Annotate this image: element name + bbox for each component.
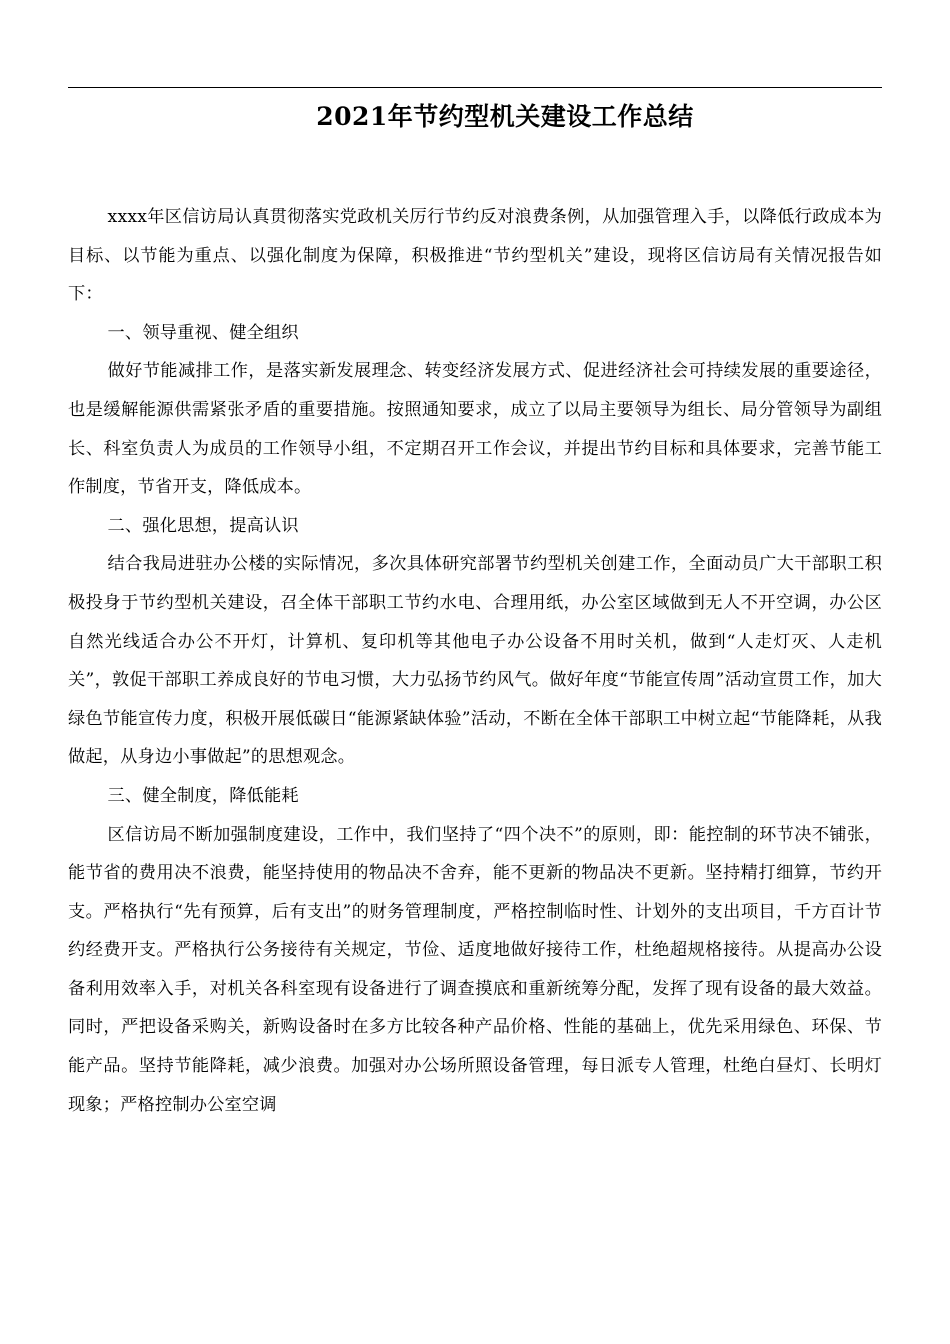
section-heading-3: 三、健全制度，降低能耗	[107, 785, 299, 806]
document-title: 2021年节约型机关建设工作总结	[316, 102, 694, 131]
document-body	[68, 198, 882, 1124]
section-heading-2: 二、强化思想，提高认识	[107, 515, 299, 536]
paragraph-section-3: 区信访局不断加强制度建设，工作中，我们坚持了“四个决不”的原则，即：能控制的环节决不铺张，能节省的费用决不浪费，能坚持使用的物品决不舍弃，能不更新的物品决不更新。坚持精打细算，节约开支。严格执行“先有预算，后有支出”的财务管理制度，严格控制临时性、计划外的支出项目，千方百计节约经费开支。严格执行公务接待有关规定，节俭、适度地做好接待工作，杜绝超规格接待。从提高办公设备利用效率入手，对机关各科室现有设备进行了调查摸底和重新统筹分配，发挥了现有设备的最大效益。同时，严把设备采购关，新购设备时在多方比较各种产品价格、性能的基础上，优先采用绿色、环保、节能产品。坚持节能降耗，减少浪费。加强对办公场所照设备管理，每日派专人管理，杜绝白昼灯、长明灯现象；严格控制办公室空调	[68, 824, 882, 1115]
paragraph-intro: xxxx年区信访局认真贯彻落实党政机关厉行节约反对浪费条例，从加强管理入手，以降低行政成本为目标、以节能为重点、以强化制度为保障，积极推进“节约型机关”建设，现将区信访局有关情况报告如下：	[68, 207, 882, 305]
paragraph-section-2: 结合我局进驻办公楼的实际情况，多次具体研究部署节约型机关创建工作，全面动员广大干部职工积极投身于节约型机关建设，召全体干部职工节约水电、合理用纸，办公室区域做到无人不开空调，办公区自然光线适合办公不开灯，计算机、复印机等其他电子办公设备不用时关机，做到“人走灯灭、人走机关”，敦促干部职工养成良好的节电习惯，大力弘扬节约风气。做好年度“节能宣传周”活动宣贯工作，加大绿色节能宣传力度，积极开展低碳日“能源紧缺体验”活动，不断在全体干部职工中树立起“节能降耗，从我做起，从身边小事做起”的思想观念。	[68, 554, 882, 768]
section-heading-1: 一、领导重视、健全组织	[107, 322, 299, 343]
header-rule	[68, 87, 882, 88]
paragraph-section-1: 做好节能减排工作，是落实新发展理念、转变经济发展方式、促进经济社会可持续发展的重要途径，也是缓解能源供需紧张矛盾的重要措施。按照通知要求，成立了以局主要领导为组长、局分管领导为副组长、科室负责人为成员的工作领导小组，不定期召开工作会议，并提出节约目标和具体要求，完善节能工作制度，节省开支，降低成本。	[68, 361, 882, 498]
